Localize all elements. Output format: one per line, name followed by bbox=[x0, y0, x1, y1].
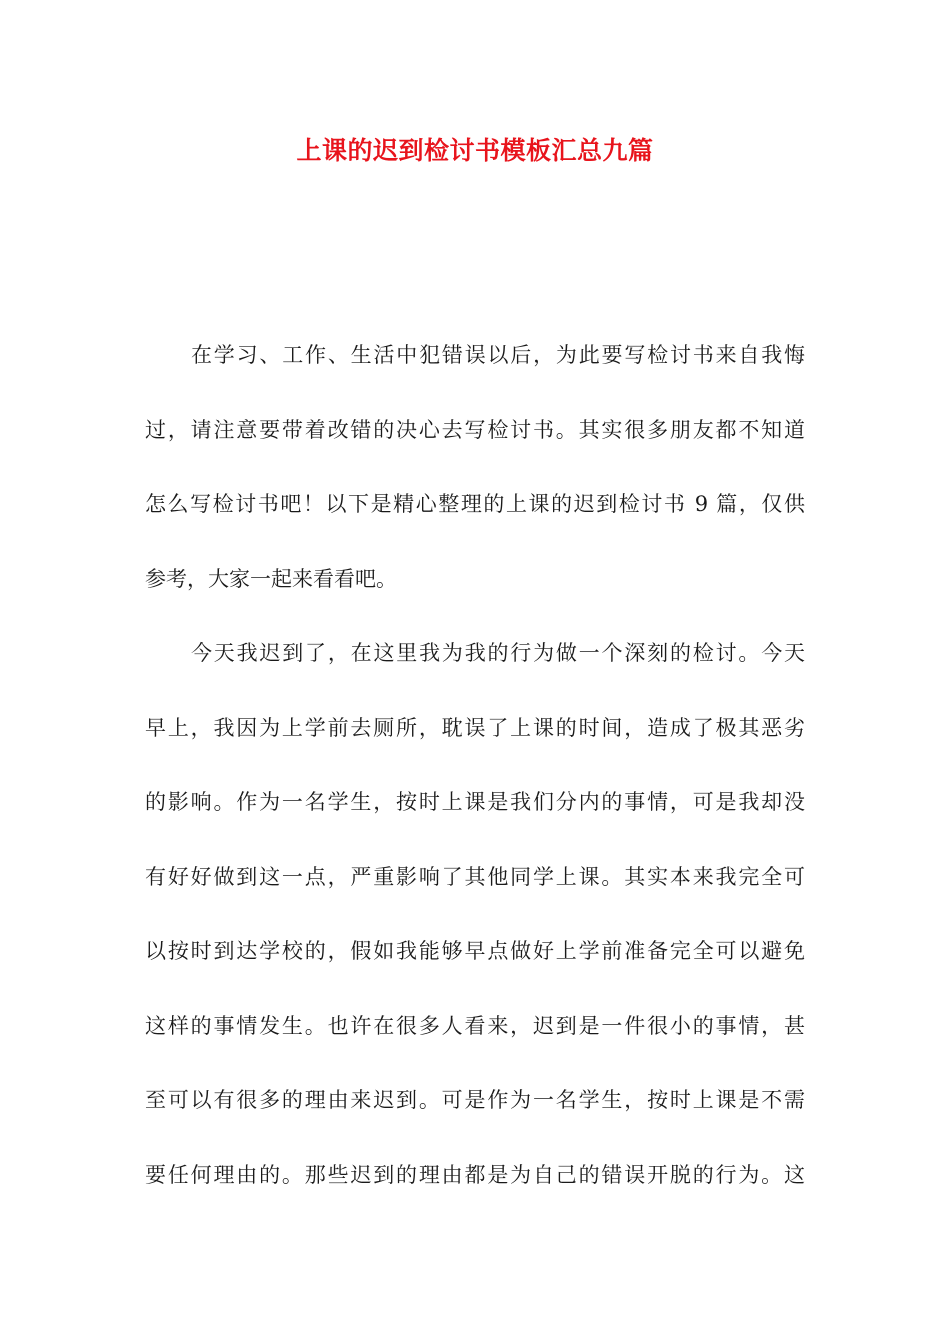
paragraph-intro bbox=[145, 318, 805, 616]
paragraph-line: 过，请注意要带着改错的决心去写检讨书。其实很多朋友都不知道 bbox=[145, 417, 805, 442]
paragraph-line: 今天我迟到了，在这里我为我的行为做一个深刻的检讨。今天 bbox=[191, 641, 805, 665]
document-body bbox=[145, 318, 805, 1212]
paragraph-line: 至可以有很多的理由来迟到。可是作为一名学生，按时上课是不需 bbox=[145, 1088, 805, 1112]
paragraph-line: 要任何理由的。那些迟到的理由都是为自己的错误开脱的行为。这 bbox=[145, 1162, 805, 1187]
paragraph-line: 在学习、工作、生活中犯错误以后，为此要写检讨书来自我悔 bbox=[191, 343, 805, 367]
paragraph-line: 以按时到达学校的，假如我能够早点做好上学前准备完全可以避免 bbox=[145, 939, 805, 963]
document-title: 上课的迟到检讨书模板汇总九篇 bbox=[296, 136, 654, 165]
paragraph-line: 这样的事情发生。也许在很多人看来，迟到是一件很小的事情，甚 bbox=[145, 1013, 805, 1038]
paragraph-line: 的影响。作为一名学生，按时上课是我们分内的事情，可是我却没 bbox=[145, 790, 805, 814]
paragraph-line: 怎么写检讨书吧！以下是精心整理的上课的迟到检讨书 9 篇，仅供 bbox=[145, 492, 805, 516]
paragraph-line: 有好好做到这一点，严重影响了其他同学上课。其实本来我完全可 bbox=[145, 864, 805, 889]
paragraph-body bbox=[145, 616, 805, 1212]
paragraph-line: 早上，我因为上学前去厕所，耽误了上课的时间，造成了极其恶劣 bbox=[145, 715, 805, 740]
paragraph-line: 参考，大家一起来看看吧。 bbox=[145, 566, 397, 591]
